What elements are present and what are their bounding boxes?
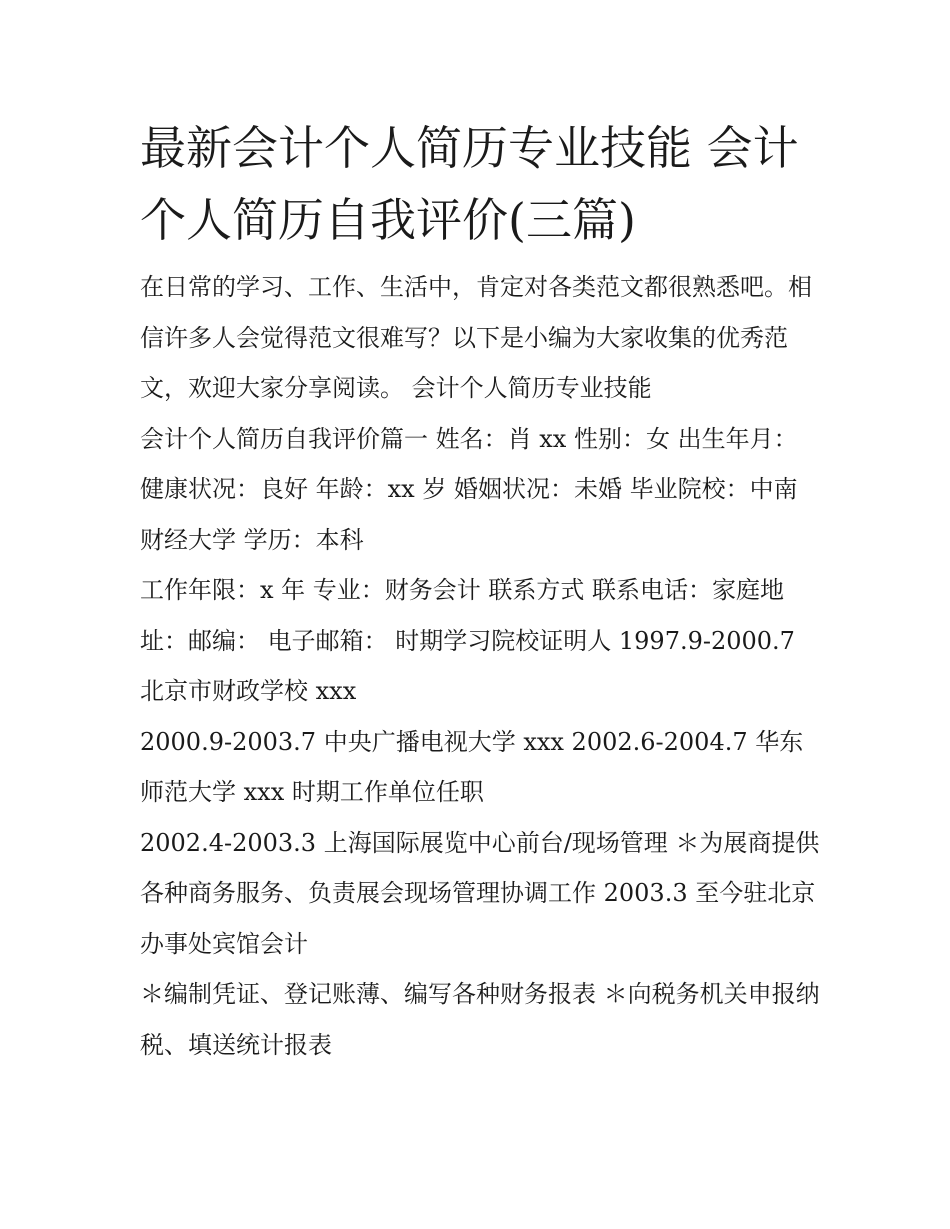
document-title: 最新会计个人简历专业技能 会计个人简历自我评价(三篇) — [140, 121, 799, 247]
paragraph-contact-education: 工作年限：x 年 专业：财务会计 联系方式 联系电话：家庭地址：邮编： 电子邮箱： 时期学习院校证明人 1997.9-2000.7 北京市财政学校 xxx — [140, 576, 795, 705]
paragraph-work-experience: 2002.4-2003.3 上海国际展览中心前台/现场管理 ＊为展商提供各种商务服务、负责展会现场管理协调工作 2003.3 至今驻北京办事处宾馆会计 — [140, 828, 820, 958]
document-page — [140, 112, 820, 1070]
paragraph-personal-info: 会计个人简历自我评价篇一 姓名：肖 xx 性别：女 出生年月：健康状况：良好 年龄：xx 岁 婚姻状况：未婚 毕业院校：中南财经大学 学历：本科 — [140, 424, 798, 554]
paragraph-intro: 在日常的学习、工作、生活中，肯定对各类范文都很熟悉吧。相信许多人会觉得范文很难写？以下是小编为大家收集的优秀范文，欢迎大家分享阅读。 会计个人简历专业技能 — [140, 273, 812, 402]
paragraph-duties: ＊编制凭证、登记账薄、编写各种财务报表 ＊向税务机关申报纳税、填送统计报表 — [140, 980, 820, 1059]
paragraph-education-continued: 2000.9-2003.7 中央广播电视大学 xxx 2002.6-2004.7 华东师范大学 xxx 时期工作单位任职 — [140, 727, 804, 806]
